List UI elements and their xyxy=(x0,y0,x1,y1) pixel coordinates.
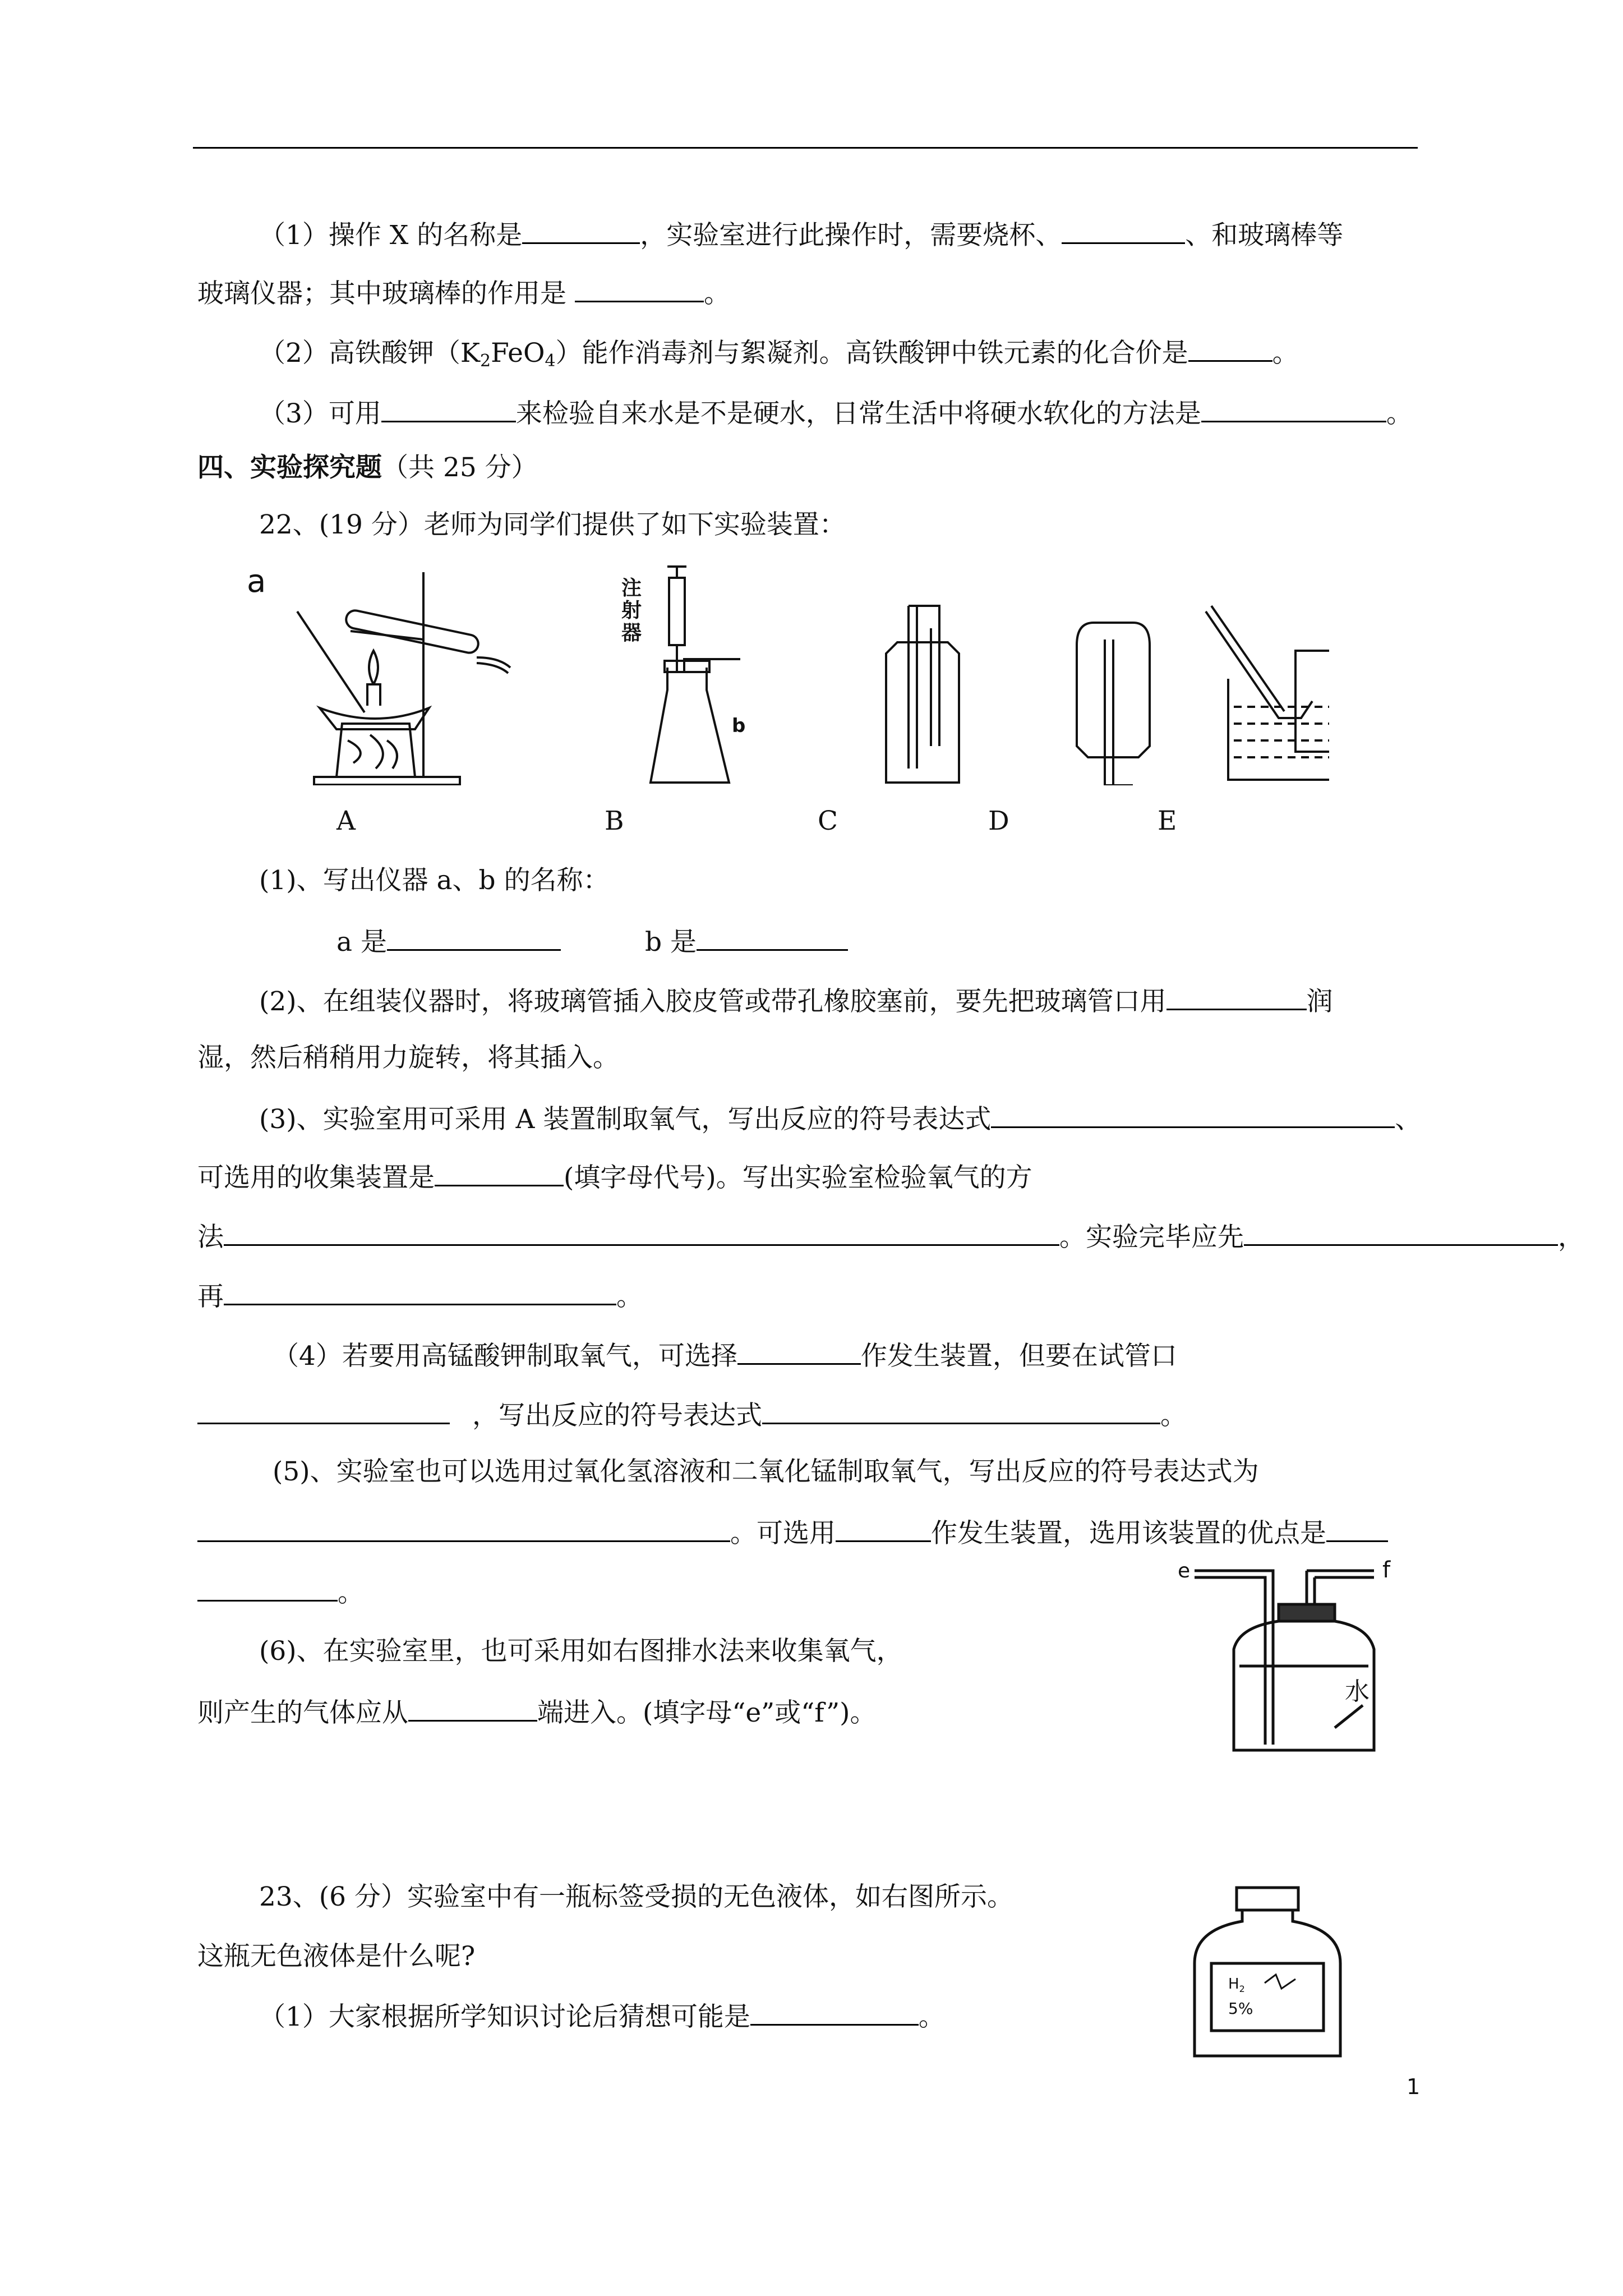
text: 法 xyxy=(197,1222,224,1253)
text: 。 xyxy=(1272,338,1299,369)
label-a: a xyxy=(247,563,266,600)
text: （1）操作 X 的名称是 xyxy=(259,220,523,251)
answer-blank xyxy=(1062,217,1185,244)
port-f-label: f xyxy=(1382,1559,1391,1583)
q22-part3-line1 xyxy=(259,1101,1421,1137)
caption-e: E xyxy=(1158,806,1177,836)
syringe-label-2: 射 xyxy=(621,599,642,622)
answer-blank xyxy=(197,1515,730,1542)
answer-blank xyxy=(836,1515,931,1542)
answer-blank xyxy=(1201,395,1386,422)
q21-part1-line2 xyxy=(197,275,730,311)
answer-blank xyxy=(991,1101,1395,1128)
text: 。 xyxy=(1386,398,1413,429)
answer-blank xyxy=(408,1694,537,1722)
q22-part3-line3 xyxy=(197,1218,1584,1254)
reagent-bottle-figure xyxy=(1183,1879,1352,2064)
caption-a: A xyxy=(336,806,356,836)
q22-part5-line3 xyxy=(197,1574,364,1610)
answer-blank xyxy=(197,1574,338,1602)
apparatus-e xyxy=(1206,606,1329,780)
subscript: 4 xyxy=(545,351,556,371)
text: 润 xyxy=(1306,986,1333,1017)
bottle-label-h xyxy=(1228,1976,1245,1994)
text: 。可选用 xyxy=(730,1518,836,1549)
q22-intro: 22、(19 分）老师为同学们提供了如下实验装置： xyxy=(259,509,846,540)
q22-part3-line4 xyxy=(197,1278,643,1314)
text: H xyxy=(1228,1976,1239,1993)
text: (填字母代号)。写出实验室检验氧气的方 xyxy=(564,1162,1032,1193)
answer-blank xyxy=(575,275,704,302)
text: 、 xyxy=(1395,1104,1422,1135)
apparatus-c xyxy=(886,606,959,783)
caption-d: D xyxy=(988,806,1009,836)
text: 玻璃仪器；其中玻璃棒的作用是 xyxy=(197,278,575,309)
water-displacement-figure xyxy=(1178,1559,1402,1761)
q22-part1-answers xyxy=(336,923,848,959)
apparatus-figure xyxy=(236,561,1329,785)
q22-part5-line1: (5)、实验室也可以选用过氧化氢溶液和二氧化锰制取氧气，写出反应的符号表达式为 xyxy=(273,1456,1259,1487)
text: 。 xyxy=(703,278,730,309)
section-points: （共 25 分） xyxy=(382,452,538,483)
q22-part3-line2 xyxy=(197,1159,1032,1195)
q22-part1: (1)、写出仪器 a、b 的名称： xyxy=(259,865,610,896)
text: 作发生装置，但要在试管口 xyxy=(860,1341,1177,1372)
text: （3）可用 xyxy=(259,398,381,429)
bottle-label-percent: 5% xyxy=(1228,1999,1253,2018)
page-number: 1 xyxy=(1407,2074,1421,2099)
answer-blank xyxy=(224,1218,1059,1246)
text: 。 xyxy=(616,1281,643,1312)
text: ，写出反应的符号表达式 xyxy=(472,1400,762,1431)
text: 。 xyxy=(1160,1400,1187,1431)
answer-blank xyxy=(737,1337,861,1365)
text: 作发生装置，选用该装置的优点是 xyxy=(931,1518,1326,1549)
text: ）能作消毒剂与絮凝剂。高铁酸钾中铁元素的化合价是 xyxy=(555,338,1188,369)
text: （2）高铁酸钾（K xyxy=(259,338,481,369)
syringe-label-3: 器 xyxy=(621,622,642,645)
subscript: 2 xyxy=(1239,1984,1245,1994)
answer-blank xyxy=(750,1998,919,2026)
header-rule xyxy=(193,147,1418,149)
apparatus-b xyxy=(651,567,740,783)
section-heading xyxy=(197,451,538,485)
text: 。实验完毕应先 xyxy=(1059,1222,1244,1253)
text: a 是 xyxy=(336,927,387,958)
text: (3)、实验室用可采用 A 装置制取氧气，写出反应的符号表达式 xyxy=(259,1104,992,1135)
section-title: 四、实验探究题 xyxy=(197,452,382,483)
text: 。 xyxy=(338,1577,364,1608)
answer-blank-b xyxy=(697,923,848,951)
text: （1）大家根据所学知识讨论后猜想可能是 xyxy=(259,2001,750,2032)
answer-blank xyxy=(1166,983,1307,1010)
answer-blank xyxy=(1326,1515,1388,1542)
answer-blank xyxy=(224,1278,616,1305)
q22-part4-line2 xyxy=(197,1397,1187,1433)
answer-blank xyxy=(381,395,516,422)
subscript: 2 xyxy=(480,351,491,371)
text: 。 xyxy=(918,2001,945,2032)
text: 可选用的收集装置是 xyxy=(197,1162,435,1193)
text: ， xyxy=(1558,1222,1584,1253)
text: 则产生的气体应从 xyxy=(197,1697,408,1728)
apparatus-a xyxy=(297,572,510,785)
apparatus-d xyxy=(1077,623,1150,785)
q22-part6-line1: (6)、在实验室里，也可采用如右图排水法来收集氧气， xyxy=(259,1636,903,1667)
answer-blank xyxy=(197,1397,450,1424)
answer-blank xyxy=(435,1159,564,1186)
q21-part2 xyxy=(259,334,1299,378)
q21-part1-line1 xyxy=(259,217,1343,252)
caption-c: C xyxy=(818,806,838,836)
answer-blank xyxy=(762,1397,1160,1424)
text: b 是 xyxy=(644,927,697,958)
q22-part2-line2: 湿，然后稍稍用力旋转，将其插入。 xyxy=(197,1042,619,1073)
answer-blank-a xyxy=(387,923,561,951)
q22-part6-line2 xyxy=(197,1694,876,1730)
q22-part5-line2 xyxy=(197,1515,1388,1550)
q22-part4-line1 xyxy=(273,1337,1177,1373)
text: ，实验室进行此操作时，需要烧杯、 xyxy=(640,220,1062,251)
text: 再 xyxy=(197,1281,224,1312)
q23-part1 xyxy=(259,1998,945,2034)
label-b: b xyxy=(732,715,746,737)
text: FeO xyxy=(491,338,545,369)
text: (2)、在组装仪器时，将玻璃管插入胶皮管或带孔橡胶塞前，要先把玻璃管口用 xyxy=(259,986,1166,1017)
q23-line2: 这瓶无色液体是什么呢? xyxy=(197,1941,476,1972)
answer-blank xyxy=(522,217,640,244)
q22-part2-line1 xyxy=(259,983,1333,1019)
port-e-label: e xyxy=(1178,1559,1191,1582)
caption-b: B xyxy=(605,806,624,836)
q21-part3 xyxy=(259,395,1413,431)
text: 端进入。(填字母“e”或“f”)。 xyxy=(537,1697,877,1728)
text: 来检验自来水是不是硬水，日常生活中将硬水软化的方法是 xyxy=(515,398,1201,429)
text: （4）若要用高锰酸钾制取氧气，可选择 xyxy=(273,1341,737,1372)
answer-blank xyxy=(1244,1218,1558,1246)
syringe-label-1: 注 xyxy=(621,577,642,600)
q23-intro: 23、(6 分）实验室中有一瓶标签受损的无色液体，如右图所示。 xyxy=(259,1881,1013,1912)
water-label: 水 xyxy=(1345,1677,1370,1706)
answer-blank xyxy=(1188,334,1272,362)
text: 、和玻璃棒等 xyxy=(1185,220,1344,251)
